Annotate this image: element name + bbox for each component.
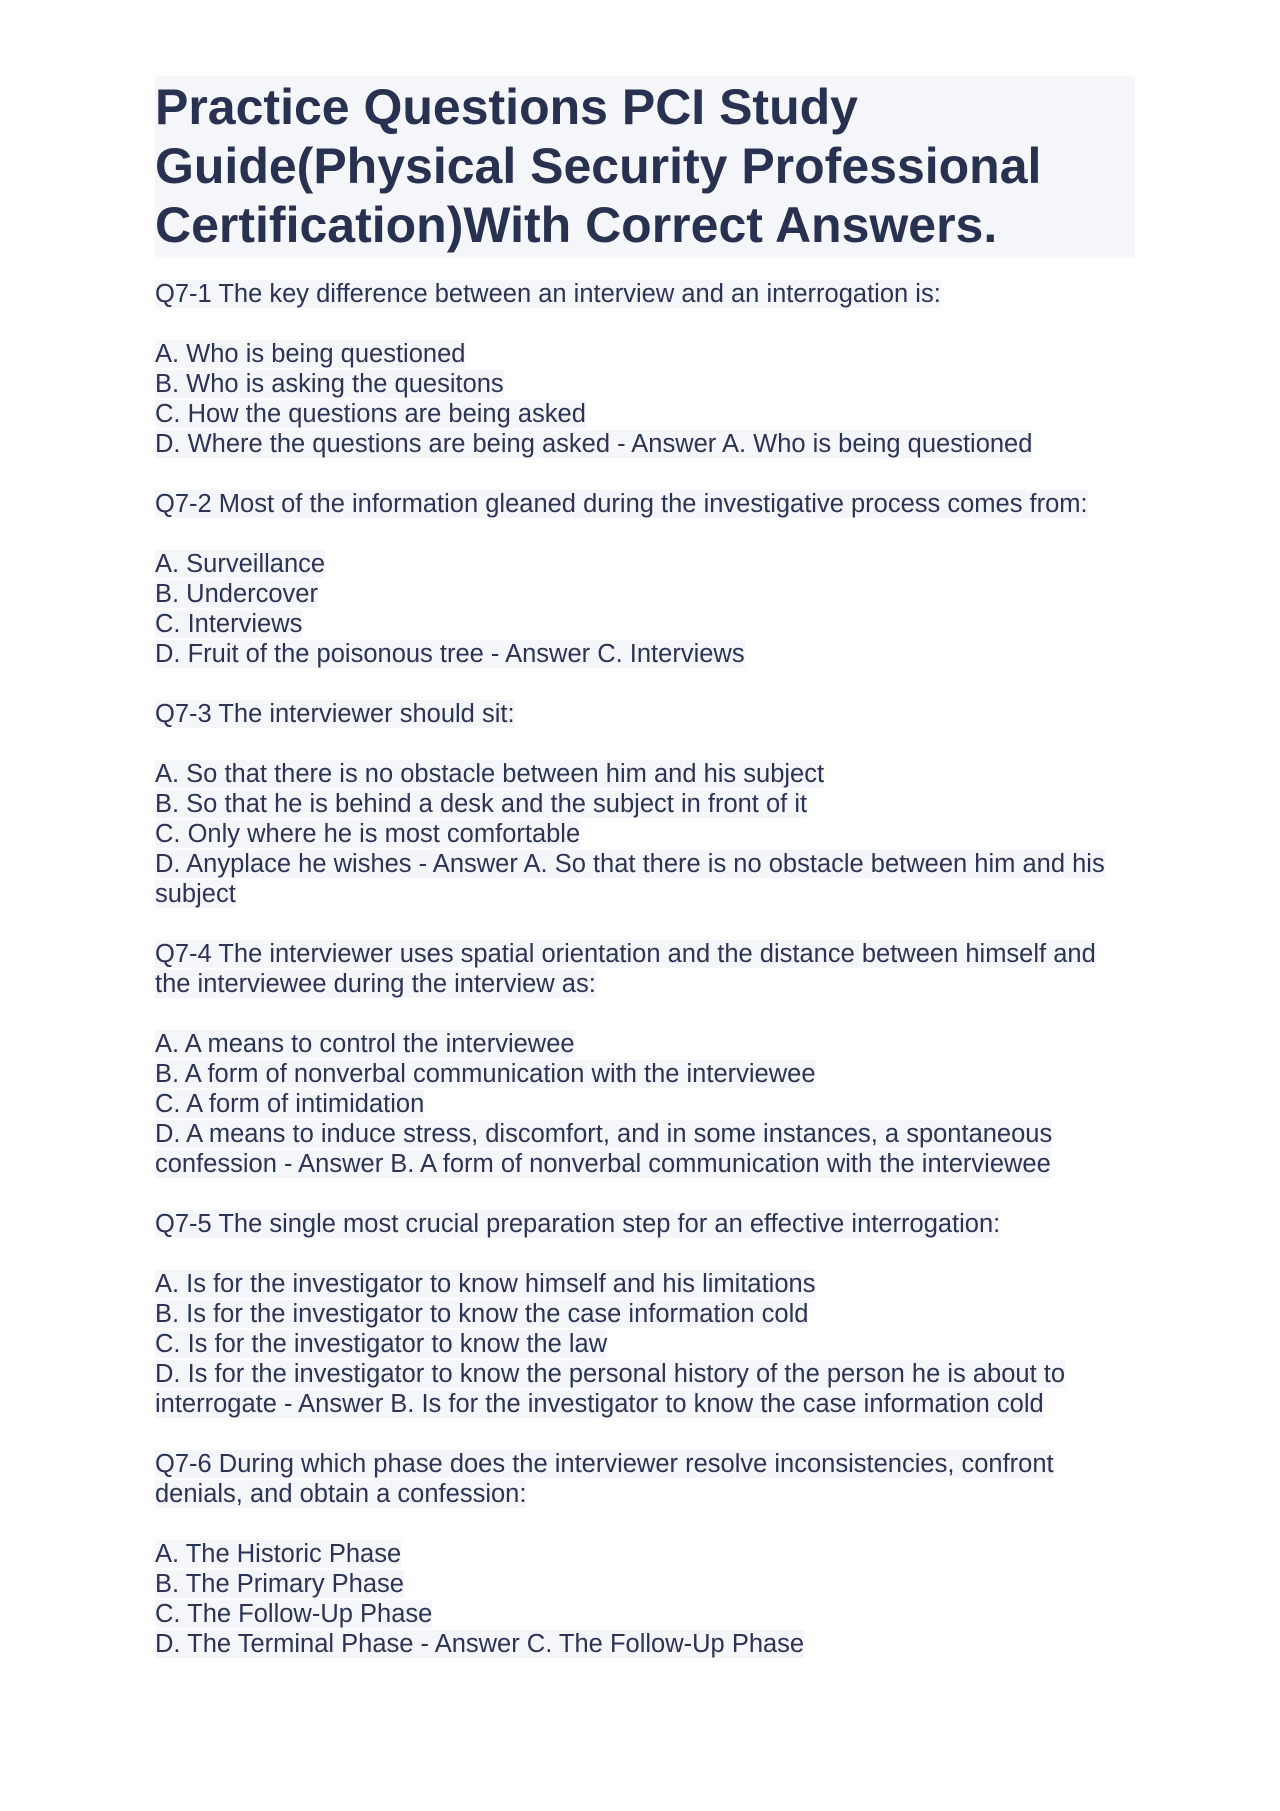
answer-option: D. The Terminal Phase - Answer C. The Follow-Up Phase <box>155 1630 805 1658</box>
answer-option: A. Surveillance <box>155 550 326 578</box>
answer-option: D. Where the questions are being asked - Answer A. Who is being questioned <box>155 430 1033 458</box>
answer-option: D. Anyplace he wishes - Answer A. So that there is no obstacle between him and his subject <box>155 850 1105 908</box>
question-text: Q7-6 During which phase does the interviewer resolve inconsistencies, confront denials, and obtain a confession: <box>155 1450 1054 1508</box>
question-text: Q7-3 The interviewer should sit: <box>155 700 515 728</box>
answer-option: B. Who is asking the quesitons <box>155 370 504 398</box>
title-line: Guide(Physical Security Professional <box>155 138 1042 194</box>
answer-option: B. A form of nonverbal communication with the interviewee <box>155 1060 816 1088</box>
question-text: Q7-1 The key difference between an interview and an interrogation is: <box>155 280 941 308</box>
question-block-q7-1 <box>155 279 1135 459</box>
question-text: Q7-2 Most of the information gleaned during the investigative process comes from: <box>155 490 1088 518</box>
answer-option: A. A means to control the interviewee <box>155 1030 575 1058</box>
document-page <box>155 76 1135 1689</box>
answer-option: D. A means to induce stress, discomfort, and in some instances, a spontaneous confession - Answer B. A form of nonverbal communication with the interviewee <box>155 1120 1053 1178</box>
title-line: Practice Questions PCI Study <box>155 79 858 135</box>
question-block-q7-2 <box>155 489 1135 669</box>
question-text: Q7-5 The single most crucial preparation step for an effective interrogation: <box>155 1210 1001 1238</box>
answer-option: C. How the questions are being asked <box>155 400 586 428</box>
answer-option: A. Is for the investigator to know himself and his limitations <box>155 1270 816 1298</box>
answer-option: B. So that he is behind a desk and the subject in front of it <box>155 790 808 818</box>
answer-option: D. Is for the investigator to know the personal history of the person he is about to interrogate - Answer B. Is for the investigator to know the case information cold <box>155 1360 1066 1418</box>
document-title <box>155 76 1135 257</box>
answer-option: A. The Historic Phase <box>155 1540 402 1568</box>
answer-option: D. Fruit of the poisonous tree - Answer C. Interviews <box>155 640 745 668</box>
answer-option: C. Interviews <box>155 610 303 638</box>
answer-option: B. Undercover <box>155 580 318 608</box>
question-block-q7-6 <box>155 1449 1135 1659</box>
question-block-q7-3 <box>155 699 1135 909</box>
answer-option: A. Who is being questioned <box>155 340 466 368</box>
answer-option: A. So that there is no obstacle between him and his subject <box>155 760 825 788</box>
title-line: Certification)With Correct Answers. <box>155 197 998 253</box>
question-block-q7-5 <box>155 1209 1135 1419</box>
answer-option: C. Only where he is most comfortable <box>155 820 581 848</box>
answer-option: C. Is for the investigator to know the law <box>155 1330 608 1358</box>
question-block-q7-4 <box>155 939 1135 1179</box>
answer-option: B. Is for the investigator to know the case information cold <box>155 1300 809 1328</box>
question-text: Q7-4 The interviewer uses spatial orientation and the distance between himself and the interviewee during the interview as: <box>155 940 1096 998</box>
answer-option: C. The Follow-Up Phase <box>155 1600 433 1628</box>
answer-option: C. A form of intimidation <box>155 1090 425 1118</box>
answer-option: B. The Primary Phase <box>155 1570 404 1598</box>
